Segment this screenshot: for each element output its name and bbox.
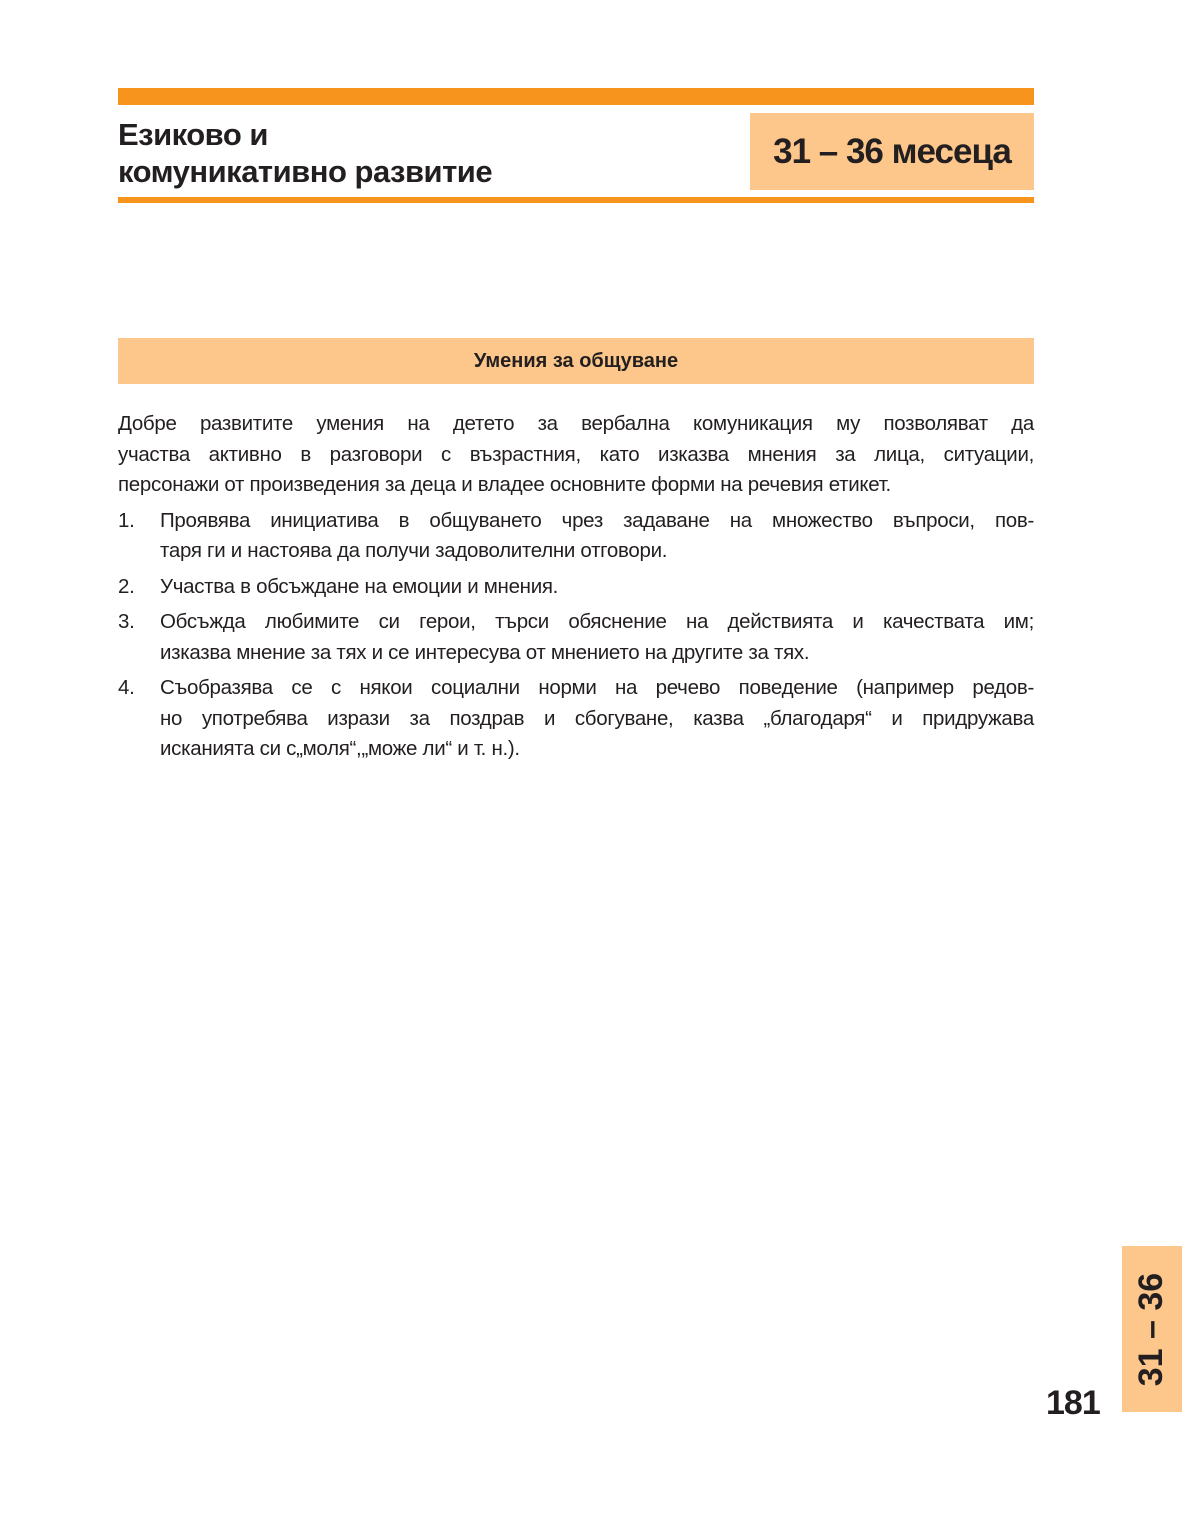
- text-line: Добре развитите умения на детето за вербална комуникация му позволяват да: [118, 412, 1034, 435]
- text-line: исканията си с„моля“,„може ли“ и т. н.).: [160, 737, 520, 760]
- intro-paragraph: [118, 409, 1034, 501]
- section-header: [118, 338, 1034, 384]
- page-title: [118, 116, 492, 190]
- top-orange-bar: [118, 88, 1034, 105]
- bottom-orange-bar: [118, 197, 1034, 203]
- section-title: Умения за общуване: [473, 349, 679, 372]
- age-range-badge: [750, 113, 1034, 190]
- item-number: 1.: [118, 508, 135, 532]
- text-line: Проявява инициатива в общуването чрез задаване на множество въпроси, пов-: [160, 508, 1034, 532]
- list-item: [118, 607, 1034, 668]
- text-line: персонажи от произведения за деца и владее основните форми на речевия етикет.: [118, 473, 891, 496]
- item-number: 3.: [118, 610, 135, 633]
- title-line: комуникативно развитие: [118, 154, 493, 189]
- age-range-text: 31 – 36 месеца: [773, 131, 1011, 171]
- text-line: участва активно в разговори с възрастния, като изказва мнения за лица, ситуации,: [118, 442, 1034, 466]
- text-line: но употребява изрази за поздрав и сбогуване, казва „благодаря“ и придружава: [160, 706, 1034, 730]
- text-line: таря ги и настоява да получи задоволителни отговори.: [160, 539, 668, 562]
- section-body: [118, 409, 1034, 765]
- text-line: изказва мнение за тях и се интересува от мнението на другите за тях.: [160, 640, 810, 664]
- page-number: 181: [1046, 1384, 1100, 1422]
- list-item: [118, 673, 1034, 765]
- text-line: Съобразява се с някои социални норми на речево поведение (например редов-: [160, 676, 1034, 699]
- text-line: Участва в обсъждане на емоции и мнения.: [160, 574, 559, 598]
- side-tab-label: 31 – 36: [1132, 1272, 1171, 1386]
- list-item: [118, 506, 1034, 567]
- text-line: Обсъжда любимите си герои, търси обяснение на действията и качествата им;: [160, 610, 1034, 633]
- title-line: Езиково и: [118, 117, 268, 152]
- item-number: 2.: [118, 574, 135, 598]
- item-number: 4.: [118, 676, 135, 699]
- chapter-side-tab: [1122, 1246, 1182, 1412]
- list-item: [118, 572, 1034, 603]
